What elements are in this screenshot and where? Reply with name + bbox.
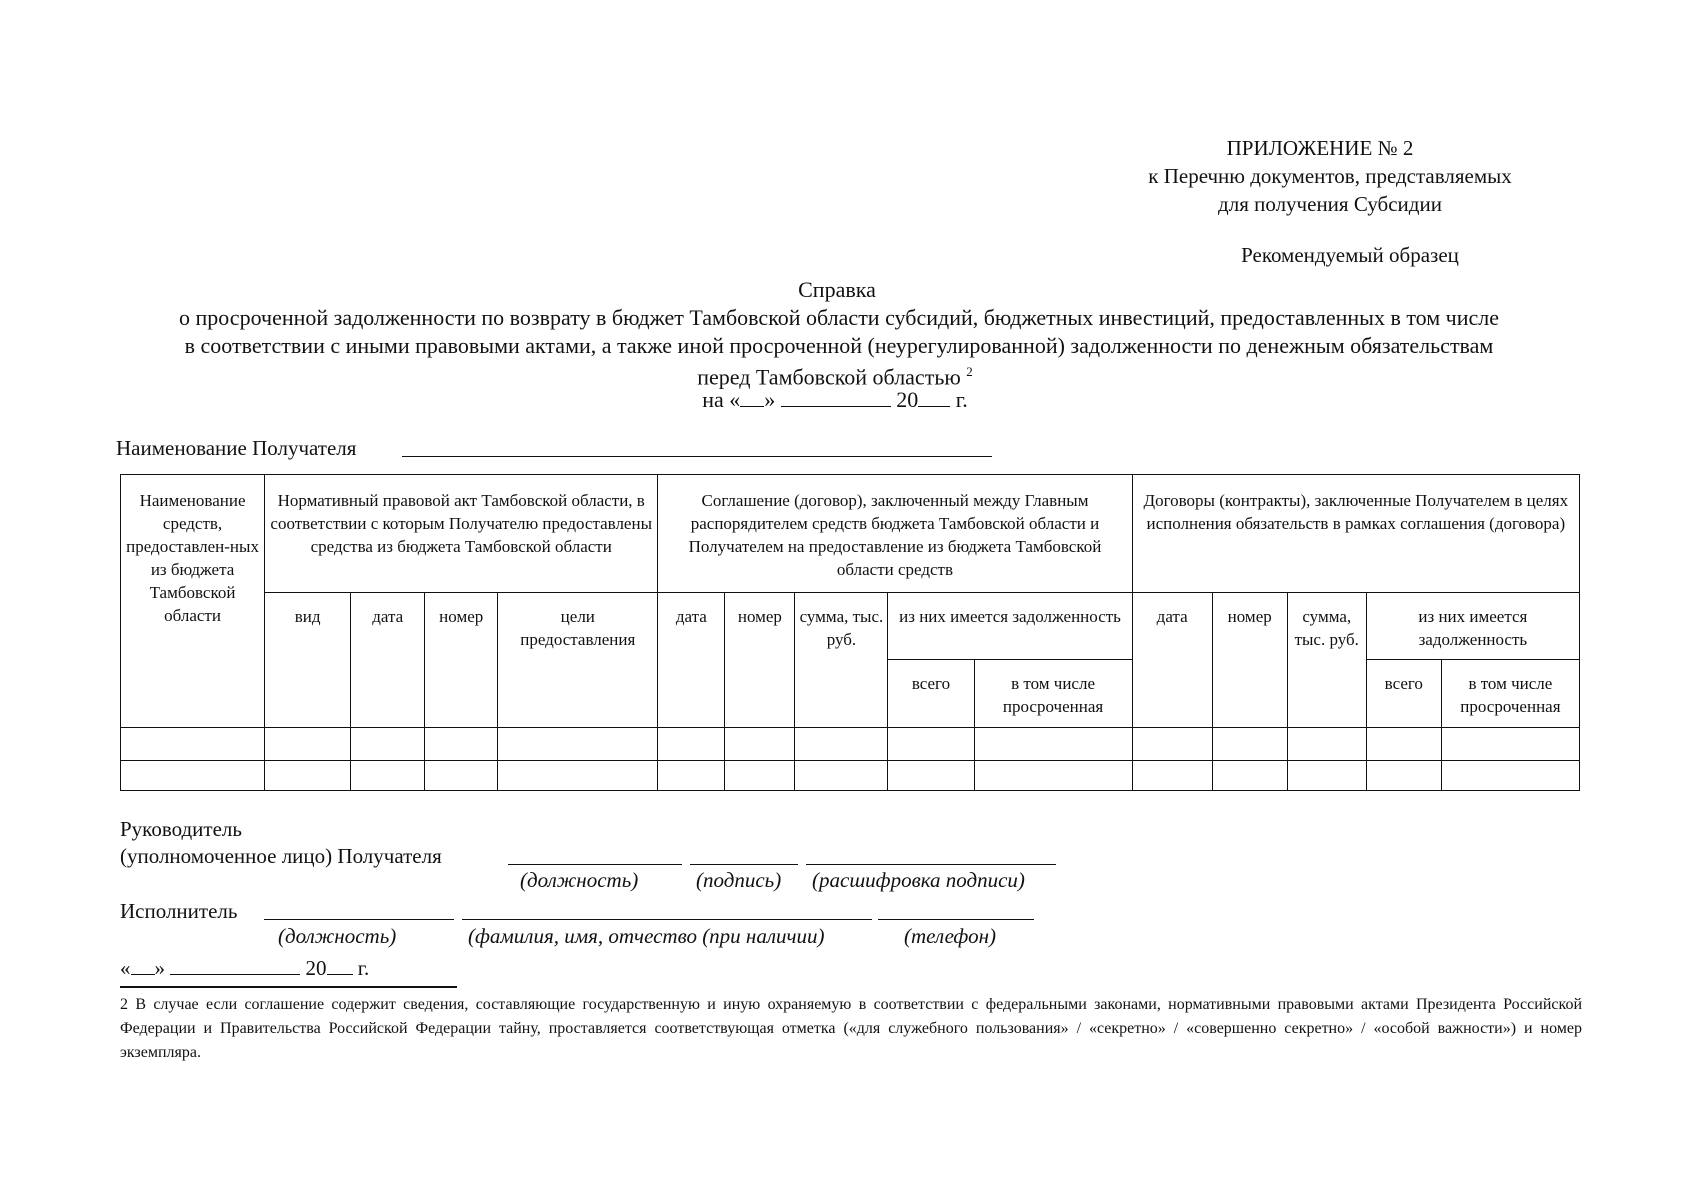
col-agreement-number: номер <box>725 593 795 728</box>
day-blank[interactable] <box>740 388 764 407</box>
table-cell[interactable] <box>888 728 974 761</box>
table-cell[interactable] <box>795 728 888 761</box>
table-cell[interactable] <box>1132 728 1212 761</box>
date-suffix: г. <box>955 387 968 412</box>
sig-year-blank[interactable] <box>327 956 353 975</box>
sig-day-blank[interactable] <box>131 956 155 975</box>
table-cell[interactable] <box>974 728 1132 761</box>
col-contract-debt-overdue: в том числе просроченная <box>1441 660 1579 728</box>
footnote-mark: 2 <box>966 364 973 379</box>
col-contract-number: номер <box>1212 593 1287 728</box>
table-cell[interactable] <box>265 728 351 761</box>
col-act-purpose: цели предоставления <box>498 593 658 728</box>
caption-executor-position: (должность) <box>278 924 397 948</box>
caption-signature: (подпись) <box>696 868 782 892</box>
footnote-text: 2 В случае если соглашение содержит сведения, составляющие государственную и иную охраняемую в соответствии с федеральными законами, нормативными правовыми актами Президента Российской Федерации и Правительства Российской Федерации тайну, проставляется соответствующая отметка («для служебного пользования» / «секретно» / «совершенно секретно» / «особой важности») и номер экземпляра. <box>120 996 1582 1061</box>
appendix-line-3: для получения Субсидии <box>1218 192 1442 216</box>
table-cell[interactable] <box>1366 728 1441 761</box>
executor-fio-field[interactable] <box>462 919 872 920</box>
footnote-separator <box>120 986 457 988</box>
col-contract-debt-total: всего <box>1366 660 1441 728</box>
sig-month-blank[interactable] <box>170 956 300 975</box>
table-cell[interactable] <box>1212 728 1287 761</box>
table-cell[interactable] <box>351 728 425 761</box>
table-cell[interactable] <box>1287 728 1366 761</box>
debt-table <box>120 474 1580 791</box>
head-position-field[interactable] <box>508 864 682 865</box>
date-close-quote: » <box>764 387 776 412</box>
recipient-name-field[interactable] <box>402 456 992 457</box>
col-agreement-debt-total: всего <box>888 660 974 728</box>
table-cell[interactable] <box>425 761 498 791</box>
table-cell[interactable] <box>425 728 498 761</box>
date-open-quote: на « <box>702 387 741 412</box>
title-line-2: в соответствии с иными правовыми актами, а также иной просроченной (неурегулированной) задолженности по денежным обязательствам <box>184 333 1494 358</box>
table-cell[interactable] <box>795 761 888 791</box>
sample-label: Рекомендуемый образец <box>1241 243 1459 267</box>
caption-phone: (телефон) <box>904 924 996 948</box>
sig-date-close: » <box>154 956 165 980</box>
sig-date-open: « <box>120 956 131 980</box>
col-contract-date: дата <box>1132 593 1212 728</box>
executor-label: Исполнитель <box>120 899 238 923</box>
caption-decode: (расшифровка подписи) <box>812 868 1025 892</box>
col-agreement-debt-overdue: в том числе просроченная <box>974 660 1132 728</box>
table-cell[interactable] <box>121 761 265 791</box>
table-cell[interactable] <box>121 728 265 761</box>
executor-phone-field[interactable] <box>878 919 1034 920</box>
sig-date-suffix: г. <box>357 956 370 980</box>
title-date-line <box>0 386 1682 414</box>
head-decode-field[interactable] <box>806 864 1056 865</box>
sig-date-year: 20 <box>305 956 327 980</box>
table-cell[interactable] <box>351 761 425 791</box>
head-signature-field[interactable] <box>690 864 798 865</box>
col-contract-sum: сумма, тыс. руб. <box>1287 593 1366 728</box>
appendix-line-2: к Перечню документов, представляемых <box>1148 164 1512 188</box>
table-cell[interactable] <box>1212 761 1287 791</box>
col-agreement-sum: сумма, тыс. руб. <box>795 593 888 728</box>
table-row <box>121 761 1580 791</box>
table-cell[interactable] <box>974 761 1132 791</box>
col-act-number: номер <box>425 593 498 728</box>
table-cell[interactable] <box>1287 761 1366 791</box>
group-normative-act: Нормативный правовой акт Тамбовской области, в соответствии с которым Получателю предоставлены средства из бюджета Тамбовской области <box>265 475 658 593</box>
table-cell[interactable] <box>1132 761 1212 791</box>
title-line-3-text: перед Тамбовской областью <box>697 364 961 390</box>
appendix-header <box>1120 134 1480 162</box>
table-cell[interactable] <box>888 761 974 791</box>
recipient-row <box>116 434 356 462</box>
head-label-1: Руководитель <box>120 817 242 841</box>
title-line-1: о просроченной задолженности по возврату в бюджет Тамбовской области субсидий, бюджетных инвестиций, предоставленных в том числе <box>178 305 1500 330</box>
group-agreement: Соглашение (договор), заключенный между Главным распорядителем средств бюджета Тамбовской области и Получателем на предоставление из бюджета Тамбовской области средств <box>658 475 1132 593</box>
table-cell[interactable] <box>498 761 658 791</box>
col-funds-name: Наименование средств, предоставлен-ных из бюджета Тамбовской области <box>121 475 265 728</box>
col-act-date: дата <box>351 593 425 728</box>
year-blank[interactable] <box>918 388 950 407</box>
group-contracts: Договоры (контракты), заключенные Получателем в целях исполнения обязательств в рамках соглашения (договора) <box>1132 475 1579 593</box>
table-cell[interactable] <box>1441 728 1579 761</box>
col-agreement-debt: из них имеется задолженность <box>888 593 1132 660</box>
table-cell[interactable] <box>658 728 725 761</box>
caption-fio: (фамилия, имя, отчество (при наличии) <box>468 924 825 948</box>
signature-date <box>120 954 369 982</box>
appendix-number: ПРИЛОЖЕНИЕ № 2 <box>1226 136 1414 160</box>
head-label-2: (уполномоченное лицо) Получателя <box>120 844 442 868</box>
caption-position: (должность) <box>520 868 639 892</box>
table-row <box>121 728 1580 761</box>
table-cell[interactable] <box>498 728 658 761</box>
table-cell[interactable] <box>1441 761 1579 791</box>
executor-position-field[interactable] <box>264 919 454 920</box>
table-cell[interactable] <box>725 761 795 791</box>
document-title: Справка <box>798 277 876 302</box>
col-contract-debt: из них имеется задолженность <box>1366 593 1579 660</box>
col-agreement-date: дата <box>658 593 725 728</box>
table-cell[interactable] <box>725 728 795 761</box>
date-year: 20 <box>896 387 919 412</box>
table-cell[interactable] <box>658 761 725 791</box>
col-act-type: вид <box>265 593 351 728</box>
appendix-subtitle <box>1080 162 1580 218</box>
table-cell[interactable] <box>1366 761 1441 791</box>
table-cell[interactable] <box>265 761 351 791</box>
month-blank[interactable] <box>781 388 891 407</box>
recipient-label: Наименование Получателя <box>116 436 357 460</box>
